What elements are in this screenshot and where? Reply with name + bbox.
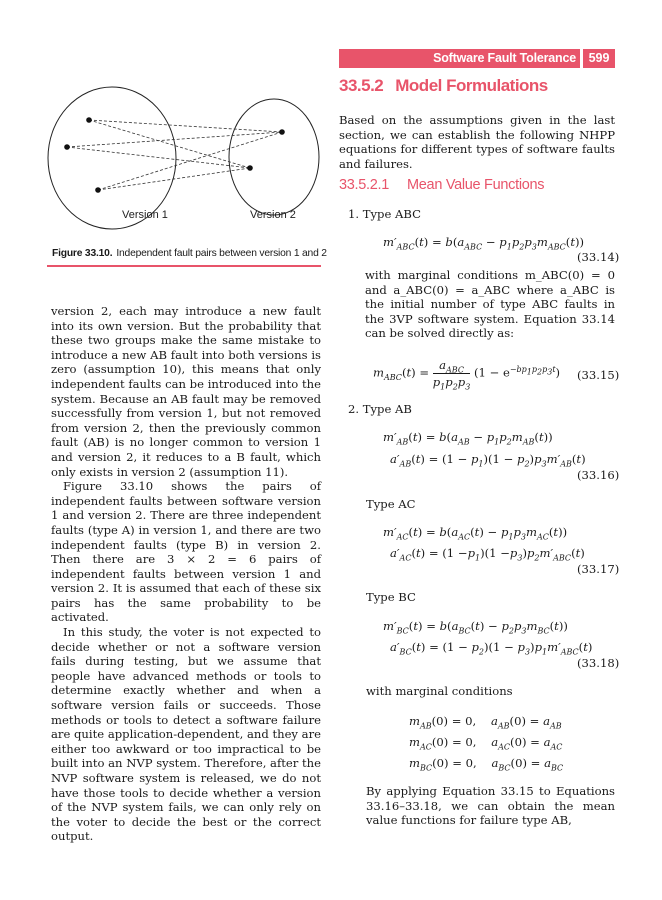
subsection-title: Mean Value Functions (407, 177, 545, 193)
marginal-conditions-text: with marginal conditions m_ABC(0) = 0 and a_ABC(0) = a_ABC where a_ABC is the initial number of type ABC faults in the 3VP software system. Equation 33.14 can be solved directly as: (365, 268, 615, 341)
type-ac-label: Type AC (366, 497, 416, 511)
equation-33-16a: $m'_{AB}(t) = b(a_{AB} - p_1p_2m_{AB}(t))$ (383, 430, 553, 447)
left-column (51, 304, 321, 844)
paragraph-2: Figure 33.10 shows the pairs of independent faults between software version 1 and version 2. There are three independent faults (type A) in version 1, and there are two independent faults (type B) in version 2. Then there are 3 × 2 = 6 pairs of independent faults between version 1 and version 2. It is assumed that each of these six pairs has the same probability to be activated. (51, 479, 321, 625)
initial-condition-bc: $m_{BC}(0) = 0$, $a_{BC}(0) = a_{BC}$ (409, 756, 564, 773)
fault-pair-lines (67, 120, 282, 190)
fault-pairs-figure (44, 70, 324, 245)
section-title: Model Formulations (395, 76, 548, 95)
initial-condition-ab: $m_{AB}(0) = 0$, $a_{AB}(0) = a_{AB}$ (409, 714, 562, 731)
equation-number-33-16: (33.16) (577, 468, 620, 482)
equation-33-18a: $m'_{BC}(t) = b(a_{BC}(t) - p_2p_3m_{BC}(t))$ (383, 619, 568, 636)
equation-number-33-14: (33.14) (577, 250, 620, 264)
fault-a3-dot (95, 187, 101, 193)
marginal-conditions-label: with marginal conditions (366, 684, 513, 698)
initial-condition-ac: $m_{AC}(0) = 0$, $a_{AC}(0) = a_{AC}$ (409, 735, 563, 752)
type-bc-label: Type BC (366, 590, 416, 604)
list-item-type-ab: 2. Type AB (348, 402, 412, 416)
equation-number-33-17: (33.17) (577, 562, 620, 576)
fault-a2-dot (64, 144, 70, 150)
fault-b2-dot (247, 165, 253, 171)
equation-33-17a: $m'_{AC}(t) = b(a_{AC}(t) - p_1p_3m_{AC}(t))$ (383, 525, 568, 542)
figure-caption (52, 248, 327, 259)
equation-33-17b: $a'_{AC}(t) = (1 -p_1)(1 -p_3)p_2m'_{ABC}(t)$ (390, 546, 585, 563)
fault-b1-dot (279, 129, 285, 135)
section-number: 33.5.2 (339, 76, 384, 95)
version-2-ellipse (229, 99, 319, 215)
section-intro: Based on the assumptions given in the last section, we can establish the following NHPP equations for different types of software faults and failures. (339, 113, 615, 171)
equation-33-15: $m_{ABC}(t)$ = $\frac{a_{ABC}}{p_1p_2p_3}$ $(1 - e^{-bp_1p_2p_3t})$ (373, 358, 561, 392)
subsection-number: 33.5.2.1 (339, 177, 390, 193)
version-1-ellipse (48, 87, 176, 229)
version-2-label: Version 2 (250, 209, 296, 221)
subsection-heading (339, 177, 562, 193)
caption-rule (47, 265, 321, 267)
equation-33-18b: $a'_{BC}(t) = (1 - p_2)(1 - p_3)p_1m'_{ABC}(t)$ (390, 640, 593, 657)
equation-33-14: $m'_{ABC}(t) = b(a_{ABC} - p_1p_2p_3m_{ABC}(t))$ (383, 235, 585, 252)
paragraph-3: In this study, the voter is not expected to decide whether or not a software version fails during testing, but we assume that people have advanced methods or tools to determine exactly whether and when a software version fails or succeeds. Those methods or tools to detect a software failure are quite application-dependent, and they are either too awkward or too impractical to be built into an NVP system. Therefore, after the NVP software system is released, we do not have those tools to decide whether a version of the NVP system fails, we can only rely on the voter to decide the best or the correct output. (51, 625, 321, 844)
list-item-type-abc: 1. Type ABC (348, 207, 421, 221)
closing-paragraph: By applying Equation 33.15 to Equations 33.16–33.18, we can obtain the mean value functions for failure type AB, (366, 784, 615, 828)
equation-number-33-18: (33.18) (577, 656, 620, 670)
section-heading (339, 76, 560, 96)
figure-caption-number: Figure 33.10. (52, 248, 113, 259)
version-1-label: Version 1 (122, 209, 168, 221)
equation-number-33-15: (33.15) (577, 368, 620, 382)
figure-caption-text: Independent fault pairs between version 1 and 2 (116, 248, 327, 259)
equation-33-16b: $a'_{AB}(t) = (1 - p_1)(1 - p_2)p_3m'_{AB}(t)$ (390, 452, 586, 469)
paragraph-1: version 2, each may introduce a new fault into its own version. But the probability that these two groups make the same mistake to introduce a new AB fault into both versions is zero (assumption 10), this means that only independent faults can be introduced into the system. Because an AB fault may be removed successfully from version 1, but not removed from version 2, then the previously common fault (AB) is no longer common to version 1 and version 2, it reduces to a B fault, which only exists in version 2 (assumption 11). (51, 304, 321, 479)
running-head: Software Fault Tolerance (433, 51, 576, 65)
page-number: 599 (583, 49, 615, 68)
fault-a1-dot (86, 117, 92, 123)
